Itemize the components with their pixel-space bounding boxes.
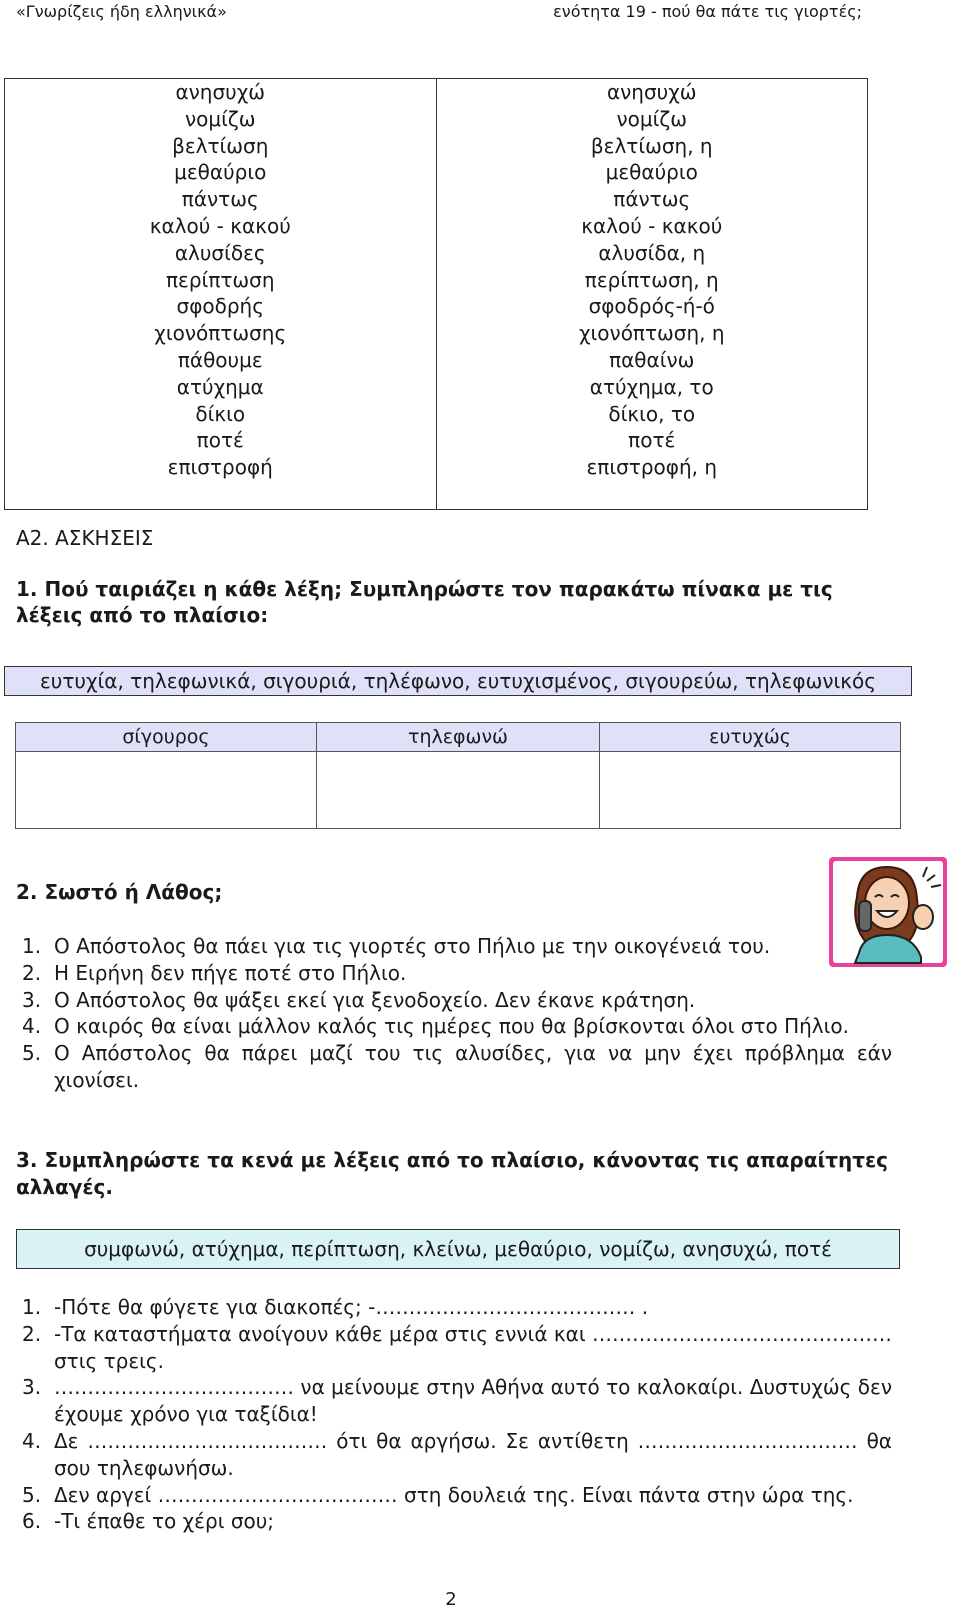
list-item — [22, 1508, 892, 1535]
vocab-lemma-word: ανησυχώ — [606, 80, 697, 104]
vocab-form-word: μεθαύριο — [174, 160, 267, 185]
exercise-3-word-box: συμφωνώ, ατύχημα, περίπτωση, κλείνω, μεθαύριο, νομίζω, ανησυχώ, ποτέ — [16, 1229, 900, 1269]
list-item — [22, 1482, 892, 1509]
header-left: «Γνωρίζεις ήδη ελληνικά» — [16, 2, 227, 21]
list-item — [22, 960, 892, 987]
vocab-form-word: πάντως — [181, 187, 259, 212]
table-header-tilefono: τηλεφωνώ — [316, 723, 599, 752]
exercise-3-list — [22, 1294, 892, 1535]
answer-cell-2[interactable] — [316, 752, 599, 829]
vocab-form-word: ατύχημα — [176, 374, 264, 399]
answer-cell-1[interactable] — [16, 752, 317, 829]
item-number: 6. — [22, 1509, 42, 1534]
vocab-form-word: χιονόπτωσης — [154, 321, 287, 346]
vocab-form-word: περίπτωση — [166, 267, 275, 292]
item-text: -Πότε θα φύγετε για διακοπές; -………………………………… . — [54, 1295, 649, 1319]
answer-cell-3[interactable] — [600, 752, 901, 829]
vocab-lemma-word: βελτίωση, η — [590, 133, 713, 158]
vocab-lemma-word: επιστροφή, η — [586, 455, 718, 480]
item-number: 4. — [22, 1428, 42, 1453]
vocab-form-word: ποτέ — [196, 428, 244, 453]
item-number: 2. — [22, 960, 42, 985]
vocab-form-word: ανησυχώ — [175, 80, 266, 104]
exercise-3-instruction: 3. Συμπληρώστε τα κενά με λέξεις από το πλαίσιο, κάνοντας τις απαραίτητες αλλαγές. — [16, 1148, 888, 1199]
item-text: Ο Απόστολος θα ψάξει εκεί για ξενοδοχείο. Δεν έκανε κράτηση. — [54, 987, 696, 1012]
item-number: 4. — [22, 1014, 42, 1039]
vocab-lemma-word: ατύχημα, το — [589, 374, 714, 399]
item-number: 1. — [22, 934, 42, 958]
vocab-lemma-word: καλού - κακού — [581, 213, 723, 238]
vocab-form-word: αλυσίδες — [174, 240, 266, 265]
vocab-form-word: νομίζω — [184, 106, 256, 131]
item-number: 2. — [22, 1321, 42, 1346]
vocab-lemma-word: χιονόπτωση, η — [578, 321, 725, 346]
vocab-lemma-word: σφοδρός-ή-ό — [588, 294, 715, 319]
vocab-column-lemmas — [437, 79, 868, 509]
vocab-form-word: βελτίωση — [172, 133, 269, 158]
vocab-form-word: σφοδρής — [176, 294, 264, 319]
exercise-1-instruction: 1. Πού ταιριάζει η κάθε λέξη; Συμπληρώστε τον παρακάτω πίνακα με τις λέξεις από το πλαίσιο: — [16, 577, 833, 627]
vocab-form-word: δίκιο — [195, 401, 246, 426]
list-item — [22, 1374, 892, 1428]
table-header-eftychos: ευτυχώς — [600, 723, 901, 752]
vocabulary-table — [4, 78, 868, 510]
item-text: Η Ειρήνη δεν πήγε ποτέ στο Πήλιο. — [54, 960, 407, 985]
item-number: 5. — [22, 1041, 42, 1066]
vocab-form-word: καλού - κακού — [149, 213, 291, 238]
item-text: Ο Απόστολος θα πάει για τις γιορτές στο Πήλιο με την οικογένειά του. — [54, 934, 771, 958]
item-number: 5. — [22, 1482, 42, 1507]
section-title: Α2. ΑΣΚΗΣΕΙΣ — [16, 526, 154, 550]
item-number: 3. — [22, 1375, 42, 1400]
item-text: Δε ……………………………… ότι θα αργήσω. Σε αντίθετη …………………………… θα σου τηλεφωνήσω. — [54, 1428, 892, 1480]
vocab-lemma-word: αλυσίδα, η — [598, 240, 706, 265]
exercise-1-word-box: ευτυχία, τηλεφωνικά, σιγουριά, τηλέφωνο, ευτυχισμένος, σιγουρεύω, τηλεφωνικός — [4, 666, 912, 696]
vocab-lemma-word: παθαίνω — [609, 347, 695, 372]
header-right: ενότητα 19 - πού θα πάτε τις γιορτές; — [553, 2, 862, 21]
list-item — [22, 1294, 892, 1321]
vocab-lemma-word: μεθαύριο — [605, 160, 698, 185]
list-item — [22, 987, 892, 1014]
vocab-column-forms — [5, 79, 437, 509]
list-item — [22, 1428, 892, 1482]
vocab-form-word: πάθουμε — [177, 347, 263, 372]
item-text: Δεν αργεί ……………………………… στη δουλειά της. Είναι πάντα στην ώρα της. — [54, 1482, 854, 1507]
vocab-lemma-word: πάντως — [613, 187, 691, 212]
list-item — [22, 1321, 892, 1375]
item-number: 1. — [22, 1295, 42, 1319]
list-item — [22, 1040, 892, 1094]
item-text: Ο καιρός θα είναι μάλλον καλός τις ημέρες που θα βρίσκονται όλοι στο Πήλιο. — [54, 1014, 849, 1039]
exercise-2-list — [22, 933, 892, 1094]
item-text: -Τι έπαθε το χέρι σου; — [54, 1509, 275, 1534]
exercise-1-table — [15, 722, 901, 829]
exercise-2-title: 2. Σωστό ή Λάθος; — [16, 880, 223, 904]
vocab-lemma-word: δίκιο, το — [608, 401, 696, 426]
page-number: 2 — [445, 1589, 457, 1610]
vocab-form-word: επιστροφή — [167, 455, 273, 480]
item-text: Ο Απόστολος θα πάρει μαζί του τις αλυσίδες, για να μην έχει πρόβλημα εάν χιονίσει. — [54, 1041, 892, 1092]
item-text: ……………………………… να μείνουμε στην Αθήνα αυτό το καλοκαίρι. Δυστυχώς δεν έχουμε χρόνο για ταξίδια! — [54, 1375, 892, 1427]
vocab-lemma-word: νομίζω — [616, 106, 688, 131]
list-item — [22, 1013, 892, 1040]
table-header-sigouros: σίγουρος — [16, 723, 317, 752]
list-item — [22, 933, 892, 960]
item-text: -Τα καταστήματα ανοίγουν κάθε μέρα στις εννιά και ……………………………………… στις τρεις. — [54, 1321, 892, 1373]
vocab-lemma-word: περίπτωση, η — [584, 267, 719, 292]
item-number: 3. — [22, 987, 42, 1012]
vocab-lemma-word: ποτέ — [628, 428, 676, 453]
